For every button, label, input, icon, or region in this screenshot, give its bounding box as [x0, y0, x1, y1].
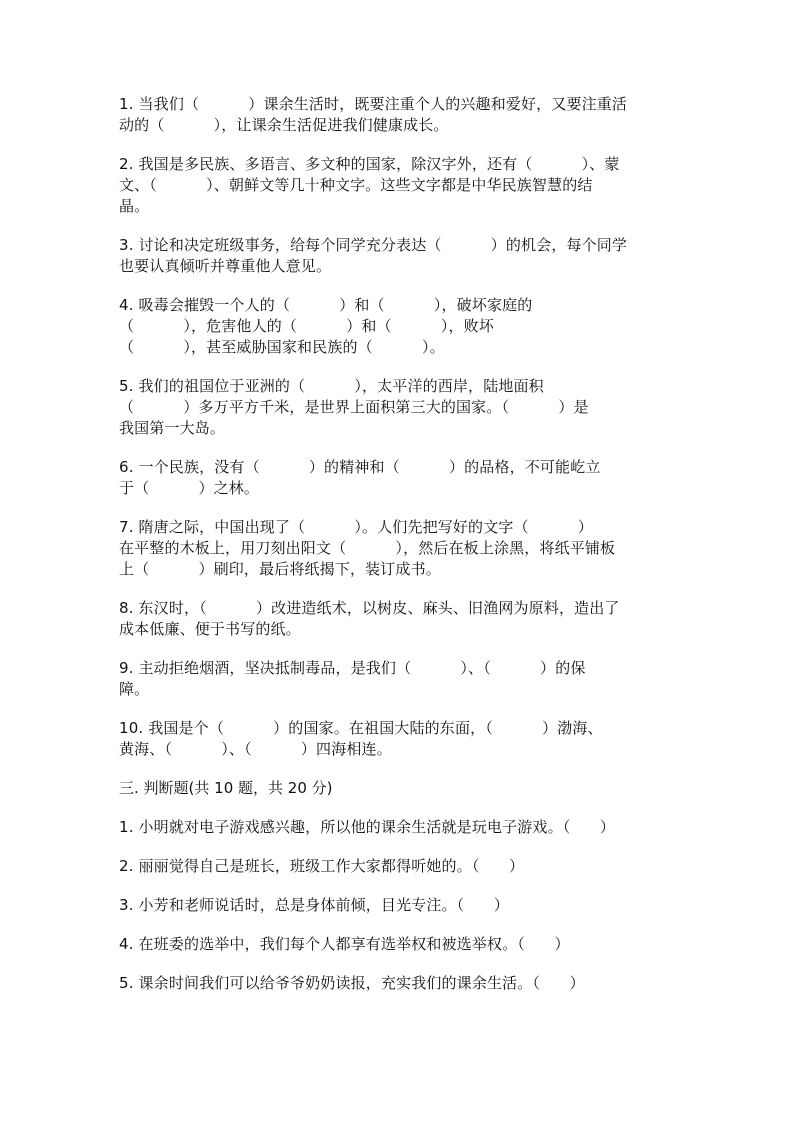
question-line: 8. 东汉时，（ ）改进造纸术，以树皮、麻头、旧渔网为原料，造出了 — [119, 599, 620, 617]
fill-question-3 — [119, 235, 679, 277]
question-line: 黄海、（ ）、（ ）四海相连。 — [119, 740, 392, 758]
fill-question-5 — [119, 376, 679, 439]
fill-question-4 — [119, 295, 679, 358]
question-line: 1. 当我们（ ）课余生活时，既要注重个人的兴趣和爱好，又要注重活 — [119, 95, 628, 113]
question-line: 于（ ）之林。 — [119, 479, 260, 497]
question-line: 9. 主动拒绝烟酒，坚决抵制毒品，是我们（ ）、（ ）的保 — [119, 659, 586, 677]
judgement-question-2: 2. 丽丽觉得自己是班长，班级工作大家都得听她的。（ ） — [119, 857, 525, 875]
question-line: 我国第一大岛。 — [119, 419, 226, 437]
judgement-question-3: 3. 小芳和老师说话时，总是身体前倾，目光专注。（ ） — [119, 896, 509, 914]
worksheet-content — [119, 94, 679, 1012]
question-line: 10. 我国是个（ ）的国家。在祖国大陆的东面，（ ）渤海、 — [119, 719, 603, 737]
question-line: 也要认真倾听并尊重他人意见。 — [119, 257, 332, 275]
question-line: 4. 吸毒会摧毁一个人的（ ）和（ ），破坏家庭的 — [119, 296, 533, 314]
judgement-question-1: 1. 小明就对电子游戏感兴趣，所以他的课余生活就是玩电子游戏。（ ） — [119, 818, 616, 836]
fill-question-1 — [119, 94, 679, 136]
judgement-question-5: 5. 课余时间我们可以给爷爷奶奶读报，充实我们的课余生活。（ ） — [119, 974, 585, 992]
fill-question-2 — [119, 154, 679, 217]
question-line: 晶。 — [119, 197, 150, 215]
question-line: （ ），甚至威胁国家和民族的（ ）。 — [119, 338, 445, 356]
fill-question-8 — [119, 598, 679, 640]
question-line: （ ），危害他人的（ ）和（ ），败坏 — [119, 317, 494, 335]
judgement-question-4: 4. 在班委的选举中，我们每个人都享有选举权和被选举权。（ ） — [119, 935, 570, 953]
question-line: 成本低廉、便于书写的纸。 — [119, 620, 301, 638]
question-line: 文、（ ）、朝鲜文等几十种文字。这些文字都是中华民族智慧的结 — [119, 176, 593, 194]
fill-question-9 — [119, 658, 679, 700]
question-line: 6. 一个民族，没有（ ）的精神和（ ）的品格，不可能屹立 — [119, 458, 601, 476]
fill-question-7 — [119, 517, 679, 580]
fill-question-6 — [119, 457, 679, 499]
section-three-title: 三. 判断题(共 10 题，共 20 分) — [119, 779, 333, 797]
question-line: 上（ ）刷印，最后将纸揭下，装订成书。 — [119, 560, 441, 578]
question-line: 7. 隋唐之际，中国出现了（ ）。人们先把写好的文字（ ） — [119, 518, 593, 536]
question-line: 障。 — [119, 680, 150, 698]
question-line: 动的（ ），让课余生活促进我们健康成长。 — [119, 116, 449, 134]
question-line: 在平整的木板上，用刀刻出阳文（ ），然后在板上涂黑，将纸平铺板 — [119, 539, 616, 557]
question-line: （ ）多万平方千米，是世界上面积第三大的国家。（ ）是 — [119, 398, 589, 416]
fill-question-10 — [119, 718, 679, 760]
question-line: 5. 我们的祖国位于亚洲的（ ），太平洋的西岸，陆地面积 — [119, 377, 544, 395]
question-line: 2. 我国是多民族、多语言、多文种的国家，除汉字外，还有（ ）、蒙 — [119, 155, 620, 173]
question-line: 3. 讨论和决定班级事务，给每个同学充分表达（ ）的机会，每个同学 — [119, 236, 628, 254]
